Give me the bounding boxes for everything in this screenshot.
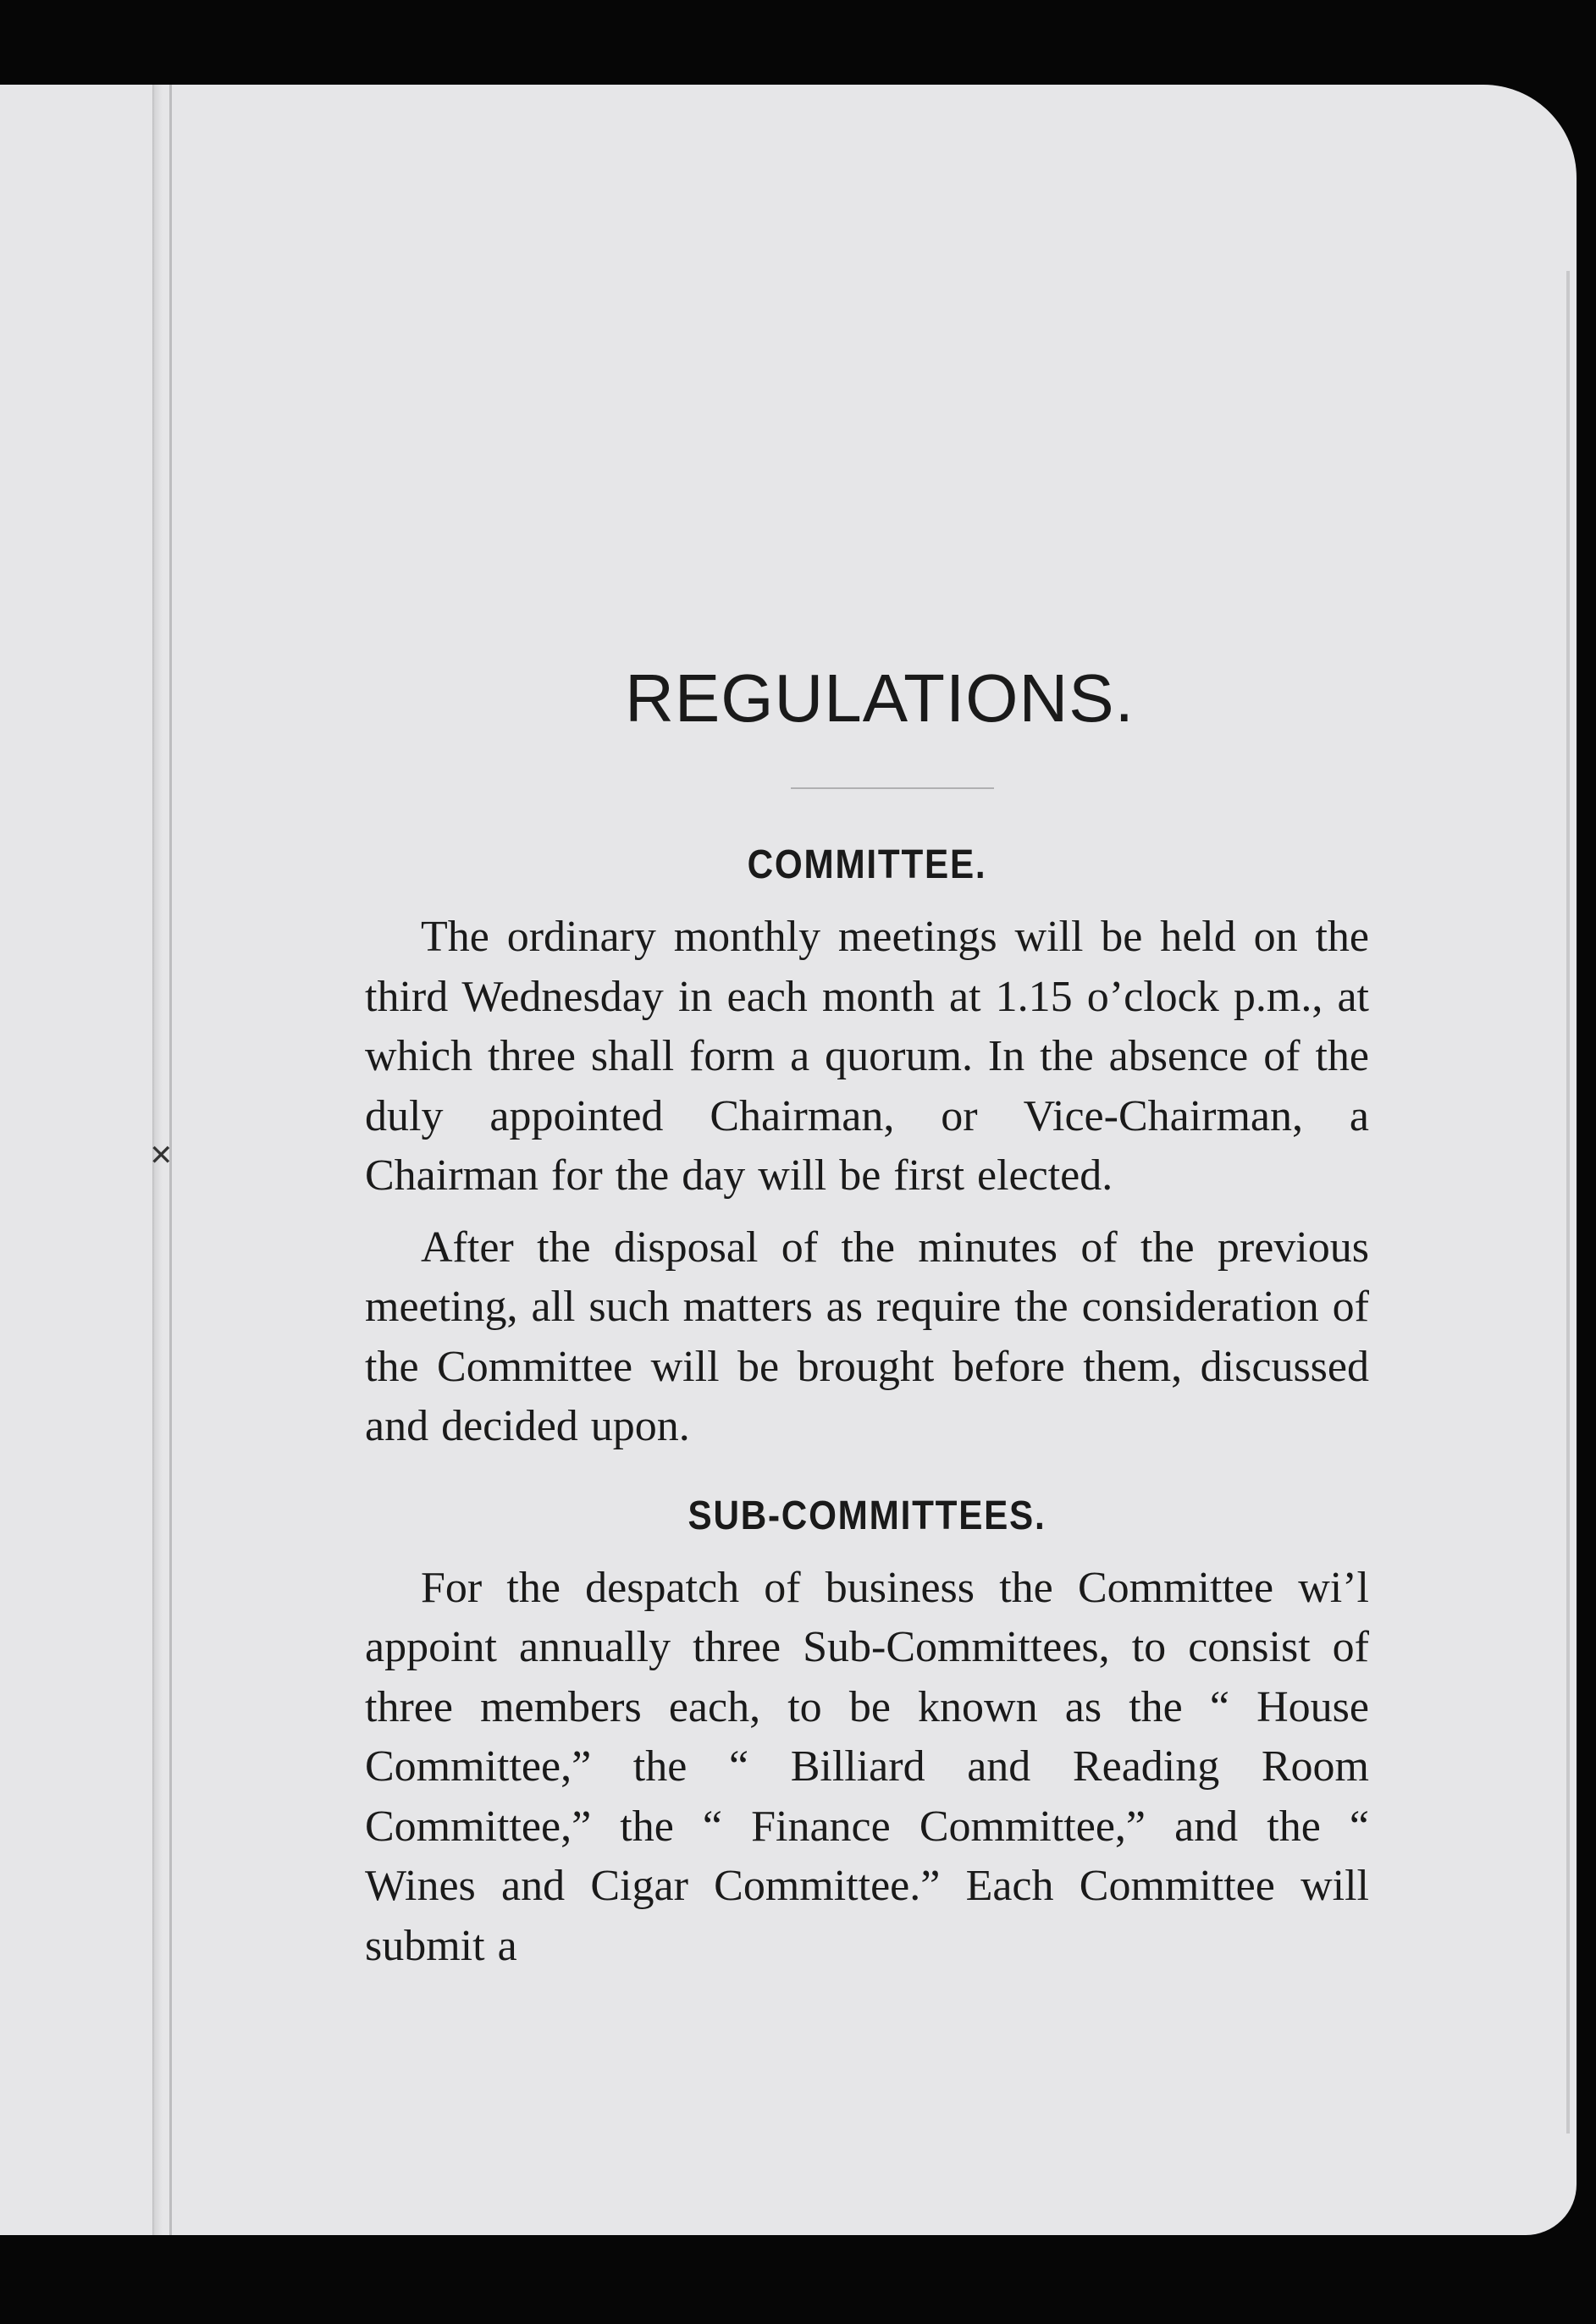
paragraph-committee-meetings: The ordinary monthly meetings will be held on the third Wednesday in each month at 1.15 o’clock p.m., at which three shall form a quorum. In the absence of the duly appointed Chairman, or Vice-Chairman, a Chairman for the day will be first elected. bbox=[365, 913, 1369, 1200]
paper-page bbox=[0, 85, 1577, 2235]
section-heading-committee: COMMITTEE. bbox=[747, 842, 987, 887]
ink-speck-mark: ✕ bbox=[149, 1139, 174, 1173]
document-body bbox=[365, 660, 1369, 1976]
section-heading-sub-committees: SUB-COMMITTEES. bbox=[688, 1493, 1047, 1538]
paragraph-sub-committees: For the despatch of business the Committee wi’l appoint annually three Sub-Committees, to consist of three members each, to be known as the “ House Committee,” the “ Billiard and Reading Room Committee,” the “ Finance Committee,” and the “ Wines and Cigar Committee.” Each Committee will submit a bbox=[365, 1563, 1369, 1970]
page-title: REGULATIONS. bbox=[625, 660, 1135, 736]
page-edge-line bbox=[1566, 271, 1570, 2134]
title-divider bbox=[791, 787, 994, 789]
paragraph-committee-business: After the disposal of the minutes of the previous meeting, all such matters as require the consideration of the Committee will be brought before them, discussed and decided upon. bbox=[365, 1223, 1369, 1450]
